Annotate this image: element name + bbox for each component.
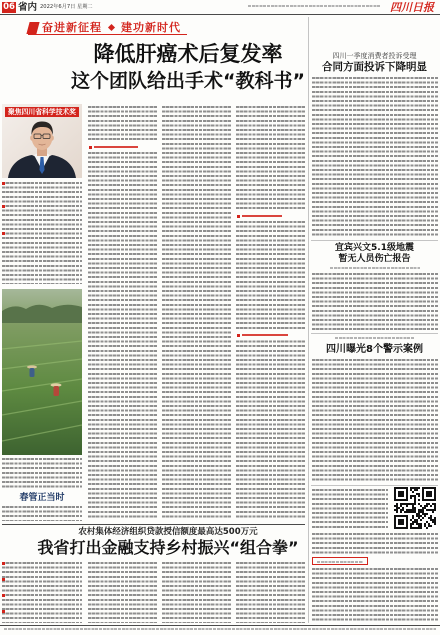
bottom-story-kicker: 农村集体经济组织贷款授信额度最高达500万元 — [78, 527, 258, 537]
footer-credits — [4, 628, 436, 631]
bullet-marker — [2, 562, 5, 565]
column-divider — [308, 17, 309, 623]
masthead-logo: 四川日报 — [390, 0, 434, 14]
photo-story-text — [2, 506, 82, 521]
campaign-banner — [28, 21, 187, 35]
photo-caption-text — [2, 182, 82, 284]
farmland-photo-caption — [2, 458, 82, 490]
consumer-story-headline: 合同方面投诉下降明显 — [322, 61, 427, 73]
quake-story-subtitle — [330, 267, 420, 270]
story-divider — [311, 240, 438, 241]
bottom-story-rule — [2, 524, 305, 525]
consumer-story-text — [312, 77, 438, 238]
section-subhead — [88, 143, 157, 151]
section-subhead — [236, 331, 305, 339]
section-subhead — [236, 212, 305, 220]
story-divider — [311, 333, 438, 334]
bullet-marker — [2, 610, 5, 613]
bottom-story-column-1 — [88, 562, 157, 623]
header-info-text — [248, 5, 380, 8]
quake-story-headline-1: 宜宾兴文5.1级地震 — [335, 243, 414, 253]
main-headline-line-1: 降低肝癌术后复发率 — [93, 42, 283, 66]
footer-rule — [0, 625, 440, 626]
bullet-marker — [2, 205, 5, 208]
bullet-marker — [2, 232, 5, 235]
box-heading-text — [317, 561, 363, 564]
bullet-marker — [2, 578, 5, 581]
award-label: 聚焦四川省科学技术奖 — [5, 107, 79, 117]
header-rule — [0, 14, 440, 15]
qr-code-icon — [394, 487, 436, 529]
farmland-photo — [2, 289, 82, 455]
main-headline-line-2: 这个团队给出手术“教科书” — [71, 70, 305, 92]
banner-text-left: 奋进新征程 — [42, 20, 102, 34]
bullet-marker — [2, 182, 5, 185]
banner-mark — [26, 22, 39, 34]
page-number: 06 — [3, 1, 15, 12]
column-box-heading — [312, 557, 368, 565]
warning-story-headline: 四川曝光8个警示案例 — [326, 344, 423, 355]
bottom-story-column-2 — [162, 562, 231, 623]
banner-separator — [108, 24, 115, 31]
main-story-column-1 — [88, 106, 157, 520]
consumer-story-kicker: 四川一季度消费者投诉受理 — [332, 52, 417, 60]
bottom-story-column-3 — [236, 562, 305, 623]
banner-text-right: 建功新时代 — [121, 20, 181, 34]
farmland-image — [2, 289, 82, 455]
right-column-text — [312, 533, 438, 554]
warning-story-text — [312, 359, 438, 483]
right-column-text — [312, 568, 438, 623]
main-story-column-2 — [162, 106, 231, 520]
bullet-marker — [2, 594, 5, 597]
section-name: 省内 — [18, 1, 38, 13]
bottom-story-headline: 我省打出金融支持乡村振兴“组合拳” — [37, 538, 299, 557]
issue-date: 2022年6月7日 星期二 — [40, 3, 93, 10]
qr-promo-text — [312, 489, 388, 529]
photo-story-title: 春管正当时 — [19, 493, 65, 503]
warning-story-kicker — [335, 337, 415, 340]
bottom-sidebar-text — [2, 562, 82, 623]
main-story-column-3 — [236, 106, 305, 520]
quake-story-headline-2: 暂无人员伤亡报告 — [338, 254, 411, 264]
qr-code-graphic — [394, 487, 436, 529]
quake-story-text — [312, 273, 438, 330]
story-divider — [311, 485, 438, 486]
